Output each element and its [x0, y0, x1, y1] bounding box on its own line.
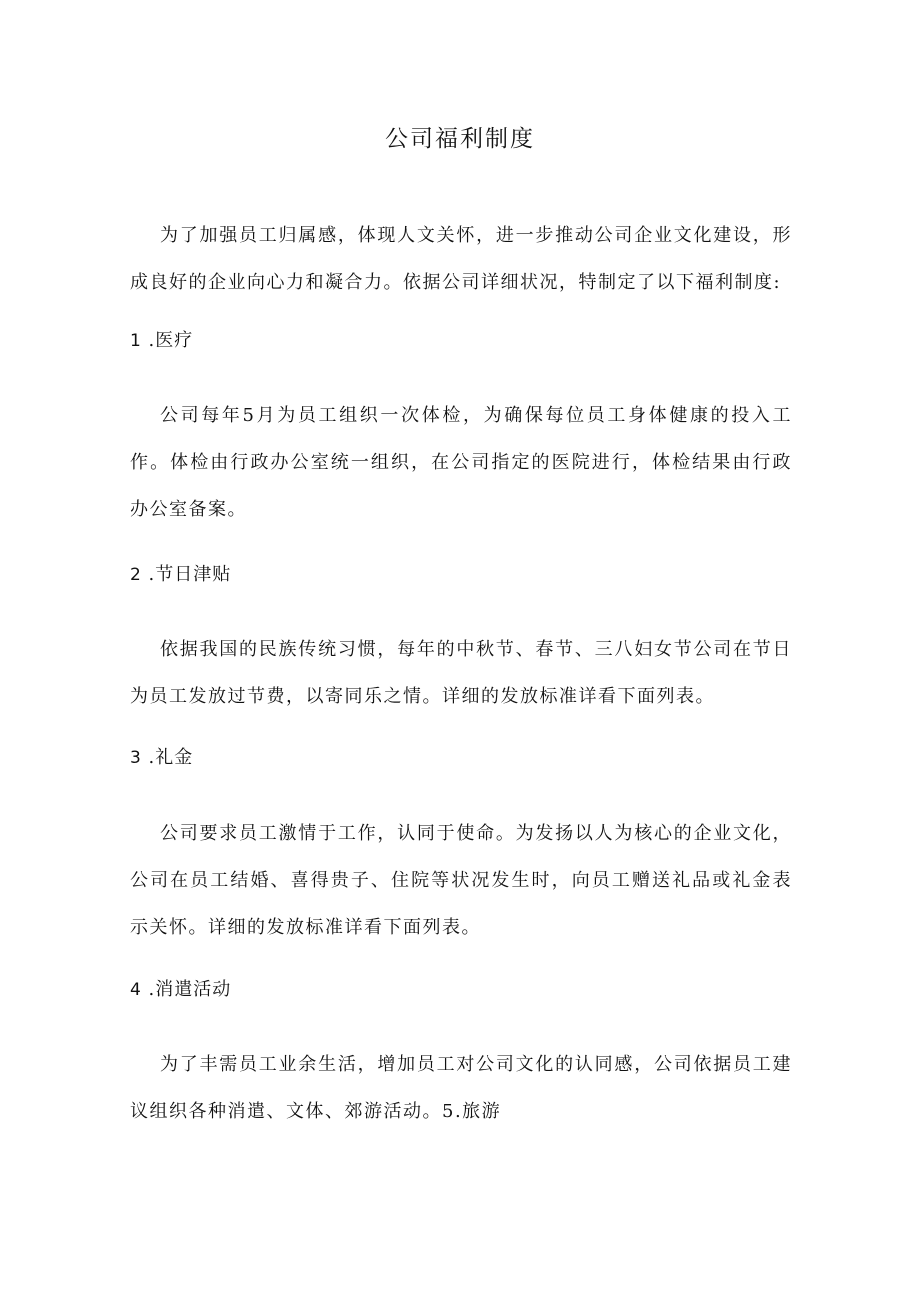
section-body-medical: 公司每年5月为员工组织一次体检，为确保每位员工身体健康的投入工作。体检由行政办公室统一组织，在公司指定的医院进行，体检结果由行政办公室备案。: [130, 405, 792, 520]
section-heading-text: .医疗: [141, 330, 194, 351]
document-title: 公司福利制度: [385, 126, 535, 152]
intro-paragraph: 为了加强员工归属感，体现人文关怀，进一步推动公司企业文化建设，形成良好的企业向心力和凝合力。依据公司详细状况，特制定了以下福利制度:: [130, 225, 792, 293]
section-heading-gift-money: [130, 743, 193, 769]
section-heading-medical: [130, 326, 193, 352]
section-heading-text: .消遣活动: [141, 979, 232, 1000]
section-heading-text: .节日津贴: [141, 564, 232, 585]
section-number: 4: [130, 980, 142, 1000]
section-number: 1: [130, 331, 142, 351]
section-number: 3: [130, 748, 142, 768]
section-heading-recreation: [130, 975, 231, 1001]
section-heading-text: .礼金: [141, 747, 194, 768]
section-body-holiday-allowance: 依据我国的民族传统习惯，每年的中秋节、春节、三八妇女节公司在节日为员工发放过节费，以寄同乐之情。详细的发放标准详看下面列表。: [130, 639, 792, 707]
section-body-gift-money: 公司要求员工激情于工作，认同于使命。为发扬以人为核心的企业文化，公司在员工结婚、喜得贵子、住院等状况发生时，向员工赠送礼品或礼金表示关怀。详细的发放标准详看下面列表。: [130, 823, 792, 938]
section-heading-holiday-allowance: [130, 560, 231, 586]
section-body-recreation: 为了丰需员工业余生活，增加员工对公司文化的认同感，公司依据员工建议组织各种消遣、文体、郊游活动。5.旅游: [130, 1054, 792, 1122]
section-number: 2: [130, 565, 142, 585]
